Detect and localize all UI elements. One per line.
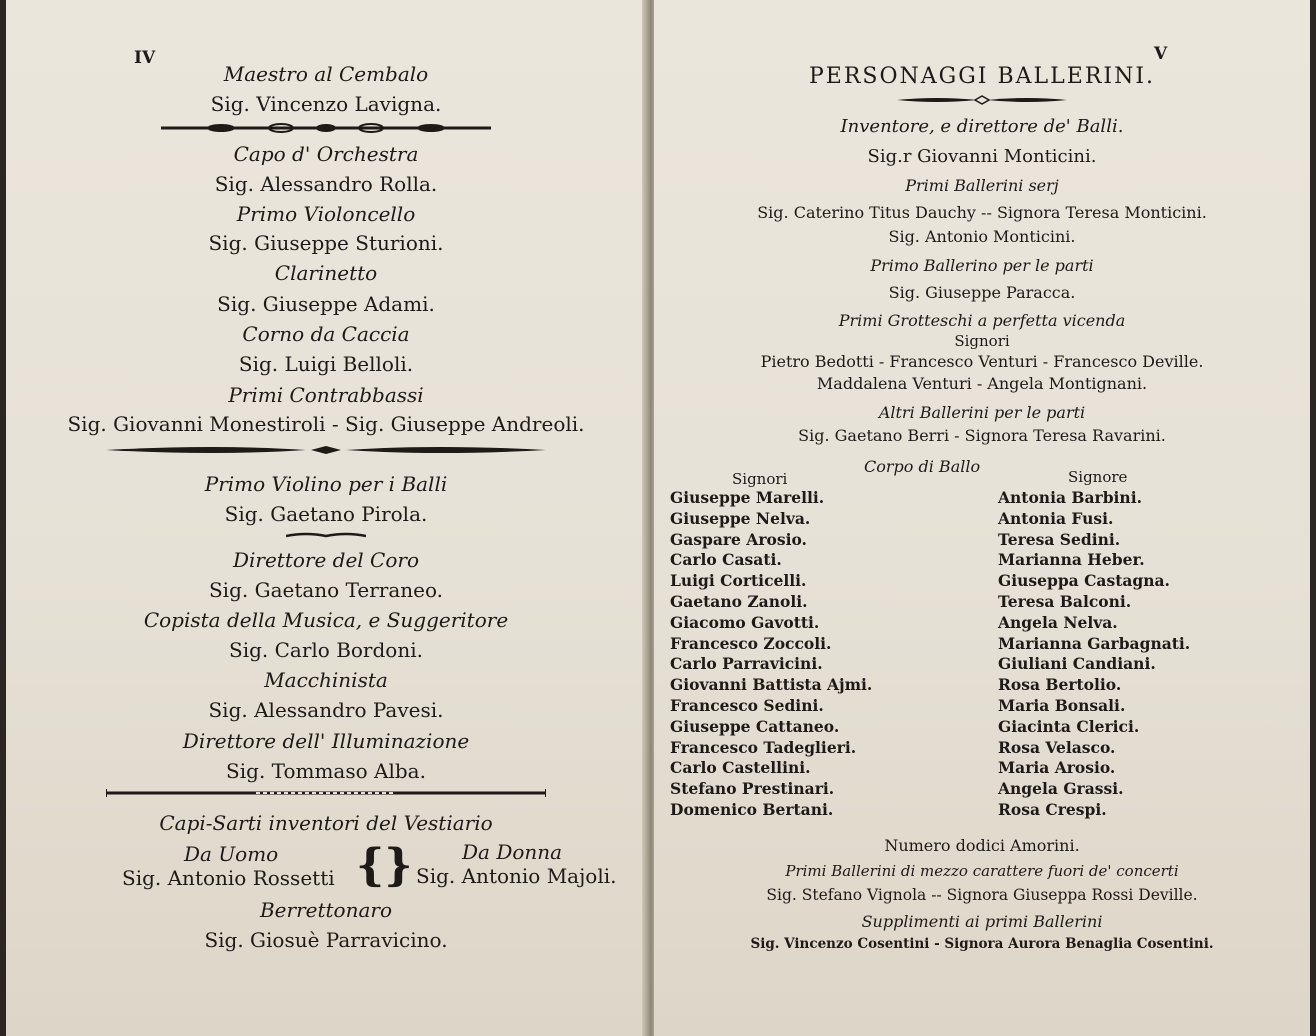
person-name: Sig. Antonio Monticini. <box>888 227 1076 246</box>
role-heading: Inventore, e direttore de' Balli. <box>840 116 1124 137</box>
person-name: Pietro Bedotti - Francesco Venturi - Francesco Deville. <box>760 352 1204 371</box>
list-item: Rosa Crespi. <box>998 799 1107 819</box>
list-item: Francesco Sedini. <box>670 695 824 715</box>
person-name: Sig. Alessandro Rolla. <box>214 172 438 196</box>
person-name: Sig. Vincenzo Cosentini - Signora Aurora Benaglia Cosentini. <box>750 936 1214 952</box>
role-heading: Capo d' Orchestra <box>233 142 419 166</box>
list-item: Maria Bonsali. <box>998 695 1126 715</box>
list-item: Giacomo Gavotti. <box>670 612 820 632</box>
signori-list <box>670 488 872 821</box>
left-page <box>6 0 646 1036</box>
list-item: Giuseppe Cattaneo. <box>670 716 840 736</box>
role-heading: Primi Contrabbassi <box>228 383 424 407</box>
list-item: Rosa Bertolio. <box>998 675 1122 695</box>
ornament-divider <box>6 531 646 541</box>
list-item: Giuliani Candiani. <box>998 654 1156 674</box>
person-name: Sig. Vincenzo Lavigna. <box>210 92 442 116</box>
corpo-di-ballo-title: Corpo di Ballo <box>864 457 981 476</box>
role-heading: Primo Violino per i Balli <box>204 472 448 496</box>
list-item: Antonia Barbini. <box>998 488 1142 507</box>
list-item: Giuseppe Marelli. <box>670 488 825 507</box>
list-item: Stefano Prestinari. <box>670 779 835 799</box>
list-item: Gaspare Arosio. <box>670 529 807 549</box>
list-item: Maria Arosio. <box>998 758 1116 778</box>
person-name: Maddalena Venturi - Angela Montignani. <box>816 374 1148 393</box>
person-name: Sig. Tommaso Alba. <box>226 759 426 783</box>
list-item: Carlo Casati. <box>670 550 782 570</box>
amorini-note: Numero dodici Amorini. <box>884 836 1080 855</box>
person-name: Sig. Giuseppe Sturioni. <box>208 231 444 255</box>
person-name: Sig. Stefano Vignola -- Signora Giuseppa Rossi Deville. <box>766 886 1198 904</box>
role-heading: Maestro al Cembalo <box>223 62 429 86</box>
list-item: Carlo Parravicini. <box>670 654 823 674</box>
role-heading: Copista della Musica, e Suggeritore <box>143 608 509 632</box>
person-name: Sig. Giuseppe Adami. <box>217 292 435 316</box>
list-item: Giuseppa Castagna. <box>998 571 1170 591</box>
ornament-divider <box>6 444 646 456</box>
list-item: Luigi Corticelli. <box>670 571 807 591</box>
person-name: Sig. Giuseppe Paracca. <box>888 283 1076 302</box>
list-item: Giovanni Battista Ajmi. <box>670 675 873 695</box>
role-heading: Primi Ballerini di mezzo carattere fuori de' concerti <box>785 862 1179 880</box>
page-number: V <box>1154 44 1168 64</box>
ornament-divider <box>6 787 646 799</box>
role-heading: Primo Ballerino per le parti <box>870 256 1094 275</box>
person-name: Sig. Luigi Belloli. <box>238 352 414 376</box>
signori-header: Signori <box>732 470 788 488</box>
page-number: IV <box>134 48 156 68</box>
signore-list <box>998 488 1190 821</box>
list-item: Teresa Sedini. <box>998 529 1121 549</box>
list-item: Domenico Bertani. <box>670 799 834 819</box>
signori-label: Signori <box>954 332 1010 350</box>
page-title: PERSONAGGI BALLERINI. <box>808 64 1156 89</box>
role-heading: Macchinista <box>264 668 388 692</box>
person-name: Sig. Gaetano Terraneo. <box>208 578 444 602</box>
vestiario-uomo-label: Da Uomo <box>184 842 279 866</box>
list-item: Francesco Tadeglieri. <box>670 737 857 757</box>
list-item: Francesco Zoccoli. <box>670 633 832 653</box>
list-item: Giacinta Clerici. <box>998 716 1140 736</box>
role-heading: Direttore dell' Illuminazione <box>182 729 470 753</box>
list-item: Carlo Castellini. <box>670 758 811 778</box>
person-name: Sig.r Giovanni Monticini. <box>867 146 1097 167</box>
list-item: Angela Grassi. <box>998 779 1124 799</box>
list-item: Teresa Balconi. <box>998 591 1132 611</box>
role-heading: Primi Grotteschi a perfetta vicenda <box>838 311 1126 330</box>
role-heading: Corno da Caccia <box>242 322 410 346</box>
role-heading: Primi Ballerini serj <box>905 176 1059 195</box>
vestiario-uomo-name: Sig. Antonio Rossetti <box>122 866 335 890</box>
list-item: Rosa Velasco. <box>998 737 1116 757</box>
list-item: Antonia Fusi. <box>998 508 1114 528</box>
person-name: Sig. Giovanni Monestiroli - Sig. Giuseppe Andreoli. <box>67 412 585 436</box>
list-item: Gaetano Zanoli. <box>670 591 808 611</box>
role-heading: Supplimenti ai primi Ballerini <box>861 912 1103 931</box>
role-heading: Altri Ballerini per le parti <box>878 403 1086 422</box>
role-heading: Direttore del Coro <box>232 548 420 572</box>
brace-symbol: {} <box>356 840 413 891</box>
ornament-divider <box>654 95 1310 105</box>
list-item: Giuseppe Nelva. <box>670 508 811 528</box>
role-heading: Capi-Sarti inventori del Vestiario <box>159 811 493 835</box>
signore-header: Signore <box>1068 468 1128 486</box>
role-heading: Clarinetto <box>274 261 378 285</box>
list-item: Angela Nelva. <box>998 612 1118 632</box>
person-name: Sig. Gaetano Berri - Signora Teresa Ravarini. <box>798 426 1166 445</box>
ornament-divider <box>6 122 646 134</box>
person-name: Sig. Carlo Bordoni. <box>229 638 423 662</box>
role-heading: Berrettonaro <box>259 898 392 922</box>
list-item: Marianna Heber. <box>998 550 1145 570</box>
person-name: Sig. Caterino Titus Dauchy -- Signora Teresa Monticini. <box>757 203 1207 222</box>
person-name: Sig. Gaetano Pirola. <box>224 502 428 526</box>
person-name: Sig. Alessandro Pavesi. <box>208 698 444 722</box>
right-page <box>654 0 1310 1036</box>
list-item: Marianna Garbagnati. <box>998 633 1191 653</box>
vestiario-donna-name: Sig. Antonio Majoli. <box>416 864 617 888</box>
person-name: Sig. Giosuè Parravicino. <box>204 928 448 952</box>
role-heading: Primo Violoncello <box>236 202 416 226</box>
vestiario-donna-label: Da Donna <box>462 840 563 864</box>
